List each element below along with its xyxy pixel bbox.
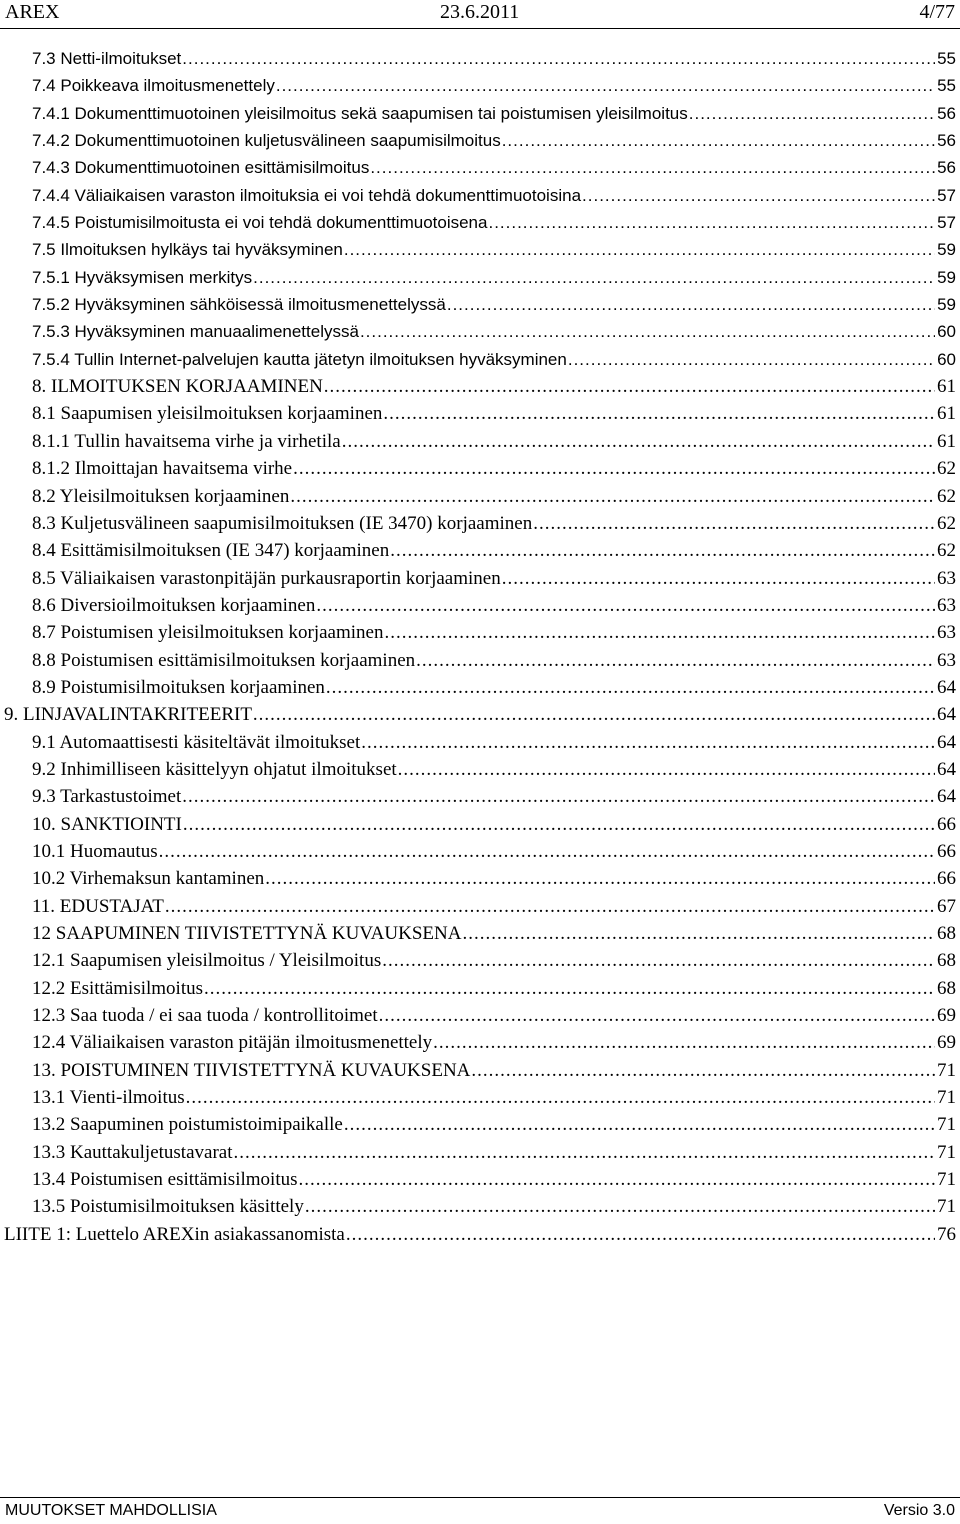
toc-entry[interactable]: [0, 346, 960, 373]
toc-entry[interactable]: [0, 783, 960, 810]
toc-entry-page-number: 61: [937, 430, 956, 452]
toc-entry-page-number: 68: [937, 923, 956, 944]
header-document-name: AREX: [5, 1, 60, 23]
toc-entry[interactable]: [0, 729, 960, 756]
toc-entry-title: 10.2 Virhemaksun kantaminen: [32, 865, 265, 892]
page-footer: [0, 1497, 960, 1524]
toc-entry-title: 11. EDUSTAJAT: [32, 893, 165, 920]
toc-entry-page-number: 63: [937, 594, 956, 616]
toc-dot-leader: [416, 647, 935, 674]
toc-entry-page-number: 59: [937, 295, 956, 315]
toc-entry[interactable]: [0, 209, 960, 236]
toc-entry[interactable]: [0, 1193, 960, 1220]
toc-entry[interactable]: [0, 100, 960, 127]
toc-dot-leader: [204, 975, 935, 1002]
toc-dot-leader: [159, 838, 935, 865]
toc-entry-page-number: 59: [937, 267, 956, 287]
toc-entry[interactable]: [0, 811, 960, 838]
toc-dot-leader: [165, 893, 935, 920]
toc-entry-title: 8.1.2 Ilmoittajan havaitsema virhe: [32, 455, 293, 482]
toc-dot-leader: [533, 510, 935, 537]
toc-entry-page-number: 55: [937, 76, 956, 96]
toc-dot-leader: [568, 346, 935, 373]
toc-dot-leader: [324, 373, 935, 400]
header-date: 23.6.2011: [440, 1, 520, 23]
toc-entry[interactable]: [0, 701, 960, 728]
footer-version: Versio 3.0: [883, 1502, 955, 1519]
toc-dot-leader: [462, 920, 935, 947]
toc-dot-leader: [502, 127, 935, 154]
toc-entry-page-number: 66: [937, 813, 956, 835]
toc-entry-title: 13.1 Vienti-ilmoitus: [32, 1084, 186, 1111]
toc-entry-page-number: 62: [937, 458, 956, 480]
toc-entry[interactable]: [0, 838, 960, 865]
toc-entry[interactable]: [0, 1139, 960, 1166]
toc-entry-title: 8.2 Yleisilmoituksen korjaaminen: [32, 483, 290, 510]
toc-entry-page-number: 59: [937, 240, 956, 260]
toc-entry-title: 13.4 Poistumisen esittämisilmoitus: [32, 1166, 299, 1193]
toc-entry-title: 12 SAAPUMINEN TIIVISTETTYNÄ KUVAUKSENA: [32, 920, 462, 947]
toc-dot-leader: [447, 291, 935, 318]
toc-entry-page-number: 60: [937, 322, 956, 342]
toc-entry[interactable]: [0, 565, 960, 592]
toc-entry-title: 8.5 Väliaikaisen varastonpitäjän purkausraportin korjaaminen: [32, 565, 502, 592]
toc-entry-title: 8.1 Saapumisen yleisilmoituksen korjaaminen: [32, 400, 383, 427]
toc-dot-leader: [433, 1029, 935, 1056]
toc-dot-leader: [502, 565, 935, 592]
toc-entry-page-number: 71: [937, 1114, 956, 1136]
toc-entry-title: 13.2 Saapuminen poistumistoimipaikalle: [32, 1111, 344, 1138]
toc-entry[interactable]: [0, 1029, 960, 1056]
toc-entry-page-number: 67: [937, 895, 956, 917]
toc-entry[interactable]: [0, 236, 960, 263]
toc-entry-page-number: 71: [937, 1087, 956, 1109]
toc-entry[interactable]: [0, 483, 960, 510]
toc-dot-leader: [582, 182, 935, 209]
toc-entry[interactable]: [0, 510, 960, 537]
toc-entry-title: 13. POISTUMINEN TIIVISTETTYNÄ KUVAUKSENA: [32, 1057, 471, 1084]
toc-entry-page-number: 61: [937, 403, 956, 425]
toc-entry[interactable]: [0, 1084, 960, 1111]
toc-dot-leader: [379, 1002, 935, 1029]
toc-entry-title: 10. SANKTIOINTI: [32, 811, 183, 838]
toc-entry[interactable]: [0, 291, 960, 318]
toc-entry-page-number: 62: [937, 540, 956, 562]
toc-entry[interactable]: [0, 428, 960, 455]
toc-entry-title: 7.5.1 Hyväksymisen merkitys: [32, 264, 253, 291]
toc-dot-leader: [382, 947, 935, 974]
toc-entry[interactable]: [0, 537, 960, 564]
toc-dot-leader: [293, 455, 935, 482]
toc-entry-title: 10.1 Huomautus: [32, 838, 159, 865]
toc-entry[interactable]: [0, 1166, 960, 1193]
footer-notice: MUUTOKSET MAHDOLLISIA: [5, 1502, 217, 1519]
toc-entry-title: 13.5 Poistumisilmoituksen käsittely: [32, 1193, 305, 1220]
toc-entry[interactable]: [0, 1111, 960, 1138]
toc-entry[interactable]: [0, 674, 960, 701]
toc-dot-leader: [342, 428, 935, 455]
toc-dot-leader: [253, 701, 935, 728]
toc-dot-leader: [488, 209, 935, 236]
toc-dot-leader: [305, 1193, 935, 1220]
toc-dot-leader: [316, 592, 935, 619]
toc-entry-title: 7.4.5 Poistumisilmoitusta ei voi tehdä dokumenttimuotoisena: [32, 209, 488, 236]
toc-entry-title: 7.5.3 Hyväksyminen manuaalimenettelyssä: [32, 318, 360, 345]
toc-entry-page-number: 61: [937, 376, 956, 398]
toc-entry[interactable]: [0, 318, 960, 345]
toc-entry-title: 7.4.4 Väliaikaisen varaston ilmoituksia ei voi tehdä dokumenttimuotoisina: [32, 182, 582, 209]
toc-dot-leader: [265, 865, 935, 892]
toc-entry-title: 7.4.2 Dokumenttimuotoinen kuljetusvälineen saapumisilmoitus: [32, 127, 502, 154]
toc-entry-title: 12.2 Esittämisilmoitus: [32, 975, 204, 1002]
toc-entry[interactable]: [0, 756, 960, 783]
toc-entry-page-number: 63: [937, 622, 956, 644]
toc-entry-page-number: 71: [937, 1141, 956, 1163]
toc-entry-page-number: 68: [937, 950, 956, 972]
toc-dot-leader: [383, 400, 935, 427]
toc-dot-leader: [186, 1084, 935, 1111]
table-of-contents: [0, 45, 960, 1248]
toc-entry[interactable]: [0, 947, 960, 974]
toc-dot-leader: [346, 1221, 935, 1248]
header-page-number: 4/77: [919, 1, 955, 23]
toc-dot-leader: [234, 1139, 936, 1166]
toc-dot-leader: [360, 318, 935, 345]
toc-entry-title: 7.4.3 Dokumenttimuotoinen esittämisilmoitus: [32, 154, 370, 181]
toc-entry[interactable]: [0, 975, 960, 1002]
toc-entry-page-number: 69: [937, 1005, 956, 1027]
toc-entry-page-number: 71: [937, 1169, 956, 1191]
toc-entry-title: 8.7 Poistumisen yleisilmoituksen korjaaminen: [32, 619, 384, 646]
toc-entry-page-number: 62: [937, 512, 956, 534]
toc-entry-title: 9.1 Automaattisesti käsiteltävät ilmoitukset: [32, 729, 361, 756]
toc-entry-title: 9.2 Inhimilliseen käsittelyyn ohjatut ilmoitukset: [32, 756, 398, 783]
toc-entry-title: LIITE 1: Luettelo AREXin asiakassanomista: [4, 1221, 346, 1248]
toc-entry-title: 8.9 Poistumisilmoituksen korjaaminen: [32, 674, 326, 701]
toc-dot-leader: [276, 72, 935, 99]
toc-entry-page-number: 64: [937, 704, 956, 726]
toc-entry-title: 12.1 Saapumisen yleisilmoitus / Yleisilmoitus: [32, 947, 382, 974]
toc-dot-leader: [361, 729, 935, 756]
toc-entry[interactable]: [0, 264, 960, 291]
toc-entry-page-number: 66: [937, 868, 956, 890]
toc-entry-page-number: 69: [937, 1032, 956, 1054]
toc-entry-title: 12.4 Väliaikaisen varaston pitäjän ilmoitusmenettely: [32, 1029, 433, 1056]
toc-entry[interactable]: [0, 920, 960, 947]
toc-entry-page-number: 63: [937, 649, 956, 671]
toc-entry[interactable]: [0, 1057, 960, 1084]
toc-entry-title: 7.4.1 Dokumenttimuotoinen yleisilmoitus sekä saapumisen tai poistumisen yleisilmoitus: [32, 100, 689, 127]
toc-entry-page-number: 71: [937, 1059, 956, 1081]
toc-entry[interactable]: [0, 619, 960, 646]
toc-dot-leader: [182, 45, 935, 72]
toc-entry[interactable]: [0, 72, 960, 99]
toc-dot-leader: [326, 674, 935, 701]
toc-dot-leader: [384, 619, 935, 646]
toc-entry-page-number: 57: [937, 213, 956, 233]
toc-entry[interactable]: [0, 373, 960, 400]
toc-dot-leader: [290, 483, 935, 510]
toc-entry-page-number: 71: [937, 1196, 956, 1218]
toc-entry-title: 7.4 Poikkeava ilmoitusmenettely: [32, 72, 276, 99]
toc-dot-leader: [253, 264, 935, 291]
toc-entry-page-number: 64: [937, 731, 956, 753]
toc-entry-title: 8.4 Esittämisilmoituksen (IE 347) korjaaminen: [32, 537, 390, 564]
toc-dot-leader: [299, 1166, 936, 1193]
toc-entry-title: 8. ILMOITUKSEN KORJAAMINEN: [32, 373, 324, 400]
toc-entry[interactable]: [0, 647, 960, 674]
toc-entry-page-number: 57: [937, 185, 956, 205]
toc-dot-leader: [344, 236, 935, 263]
toc-entry-page-number: 55: [937, 49, 956, 68]
toc-entry-title: 7.5 Ilmoituksen hylkäys tai hyväksyminen: [32, 236, 344, 263]
toc-entry-page-number: 62: [937, 485, 956, 507]
toc-entry[interactable]: [0, 127, 960, 154]
toc-entry-title: 8.6 Diversioilmoituksen korjaaminen: [32, 592, 316, 619]
toc-entry[interactable]: [0, 45, 960, 72]
toc-entry-page-number: 63: [937, 567, 956, 589]
toc-dot-leader: [344, 1111, 935, 1138]
toc-entry[interactable]: [0, 865, 960, 892]
page-header: [0, 0, 960, 29]
toc-entry-title: 9.3 Tarkastustoimet: [32, 783, 182, 810]
toc-dot-leader: [182, 783, 935, 810]
toc-entry[interactable]: [0, 592, 960, 619]
toc-entry[interactable]: [0, 1002, 960, 1029]
toc-entry-title: 8.1.1 Tullin havaitsema virhe ja virhetila: [32, 428, 342, 455]
toc-entry[interactable]: [0, 400, 960, 427]
toc-entry-title: 7.5.2 Hyväksyminen sähköisessä ilmoitusmenettelyssä: [32, 291, 447, 318]
toc-entry[interactable]: [0, 1221, 960, 1248]
toc-entry-title: 7.5.4 Tullin Internet-palvelujen kautta jätetyn ilmoituksen hyväksyminen: [32, 346, 568, 373]
toc-entry-title: 12.3 Saa tuoda / ei saa tuoda / kontrollitoimet: [32, 1002, 379, 1029]
toc-entry-page-number: 66: [937, 840, 956, 862]
toc-entry-page-number: 64: [937, 786, 956, 808]
toc-dot-leader: [390, 537, 935, 564]
toc-dot-leader: [370, 154, 935, 181]
toc-entry-page-number: 64: [937, 676, 956, 698]
toc-entry-page-number: 60: [937, 349, 956, 369]
toc-entry-title: 8.3 Kuljetusvälineen saapumisilmoituksen (IE 3470) korjaaminen: [32, 510, 533, 537]
toc-entry-title: 8.8 Poistumisen esittämisilmoituksen korjaaminen: [32, 647, 416, 674]
toc-entry[interactable]: [0, 455, 960, 482]
toc-entry-title: 9. LINJAVALINTAKRITEERIT: [4, 701, 253, 728]
toc-entry-title: 13.3 Kauttakuljetustavarat: [32, 1139, 234, 1166]
toc-entry-page-number: 56: [937, 131, 956, 151]
toc-dot-leader: [398, 756, 935, 783]
toc-entry-title: 7.3 Netti-ilmoitukset: [32, 45, 182, 72]
toc-dot-leader: [183, 811, 935, 838]
toc-entry-page-number: 56: [937, 103, 956, 123]
toc-entry-page-number: 64: [937, 758, 956, 780]
toc-dot-leader: [471, 1057, 935, 1084]
toc-entry-page-number: 76: [937, 1223, 956, 1245]
toc-entry[interactable]: [0, 154, 960, 181]
toc-entry-page-number: 56: [937, 158, 956, 178]
toc-entry[interactable]: [0, 182, 960, 209]
toc-entry[interactable]: [0, 893, 960, 920]
toc-dot-leader: [689, 100, 935, 127]
toc-entry-page-number: 68: [937, 977, 956, 999]
